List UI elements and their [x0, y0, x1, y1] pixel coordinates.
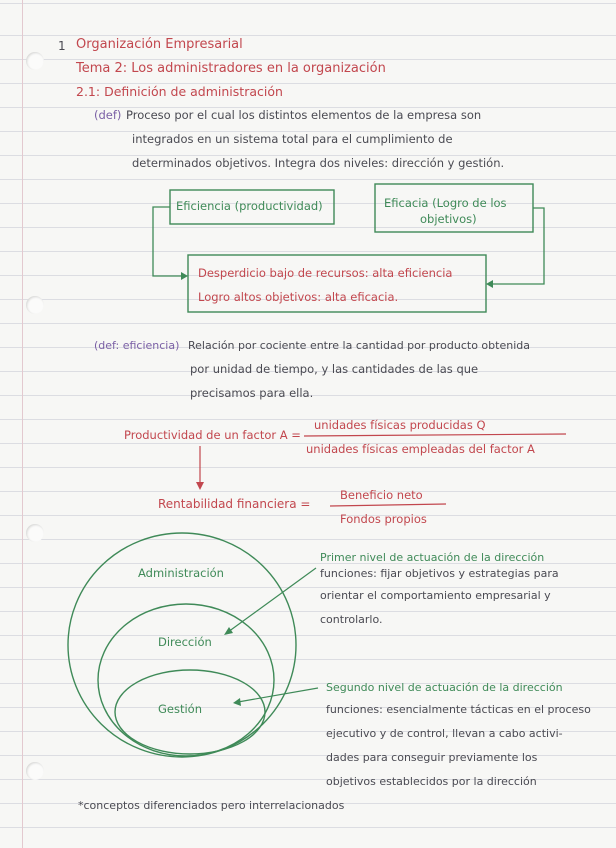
eficacia-label-line2: objetivos) [420, 212, 477, 226]
productividad-fraction-line [304, 434, 566, 436]
note-direccion-line3: orientar el comportamiento empresarial y [320, 589, 551, 602]
connector-right [488, 208, 544, 284]
def-admin-line1: Proceso por el cual los distintos elementos de la empresa son [126, 108, 482, 122]
footnote: *conceptos diferenciados pero interrelacionados [78, 799, 345, 812]
rentabilidad-fraction-line [330, 504, 446, 506]
productividad-denominator: unidades físicas empleadas del factor A [306, 442, 535, 456]
def-eficiencia-tag: (def: eficiencia) [94, 339, 180, 352]
arrow-direccion [228, 568, 316, 632]
productividad-numerator: unidades físicas producidas Q [314, 418, 486, 432]
productividad-label: Productividad de un factor A = [124, 428, 301, 442]
note-gestion-line4: dades para conseguir previamente los [326, 751, 538, 764]
arrow-gestion [238, 688, 318, 702]
rentabilidad-denominator: Fondos propios [340, 512, 427, 526]
note-gestion-line5: objetivos establecidos por la dirección [326, 775, 537, 788]
label-direccion: Dirección [158, 635, 212, 649]
note-gestion-line2: funciones: esencialmente tácticas en el proceso [326, 703, 591, 716]
arrow-direccion-head [224, 627, 233, 635]
rentabilidad-numerator: Beneficio neto [340, 488, 423, 502]
page-title: Organización Empresarial [76, 37, 243, 52]
arrow-gestion-head [233, 698, 241, 706]
note-gestion-line1: Segundo nivel de actuación de la dirección [326, 681, 563, 694]
connector-left-arrowhead [181, 272, 188, 280]
note-direccion-line1: Primer nivel de actuación de la dirección [320, 551, 545, 564]
title-number: 1 [58, 39, 66, 53]
rentabilidad-label: Rentabilidad financiera = [158, 497, 311, 511]
label-administracion: Administración [138, 566, 224, 580]
def-eficiencia-line2: por unidad de tiempo, y las cantidades de las que [190, 362, 479, 376]
note-gestion-line3: ejecutivo y de control, llevan a cabo activi- [326, 727, 563, 740]
label-gestion: Gestión [158, 702, 203, 716]
connector-right-arrowhead [486, 280, 493, 288]
def-admin-line3: determinados objetivos. Integra dos niveles: dirección y gestión. [132, 156, 505, 170]
eficacia-label-line1: Eficacia (Logro de los [384, 196, 507, 210]
def-eficiencia-line1: Relación por cociente entre la cantidad por producto obtenida [188, 339, 530, 352]
theme-title: Tema 2: Los administradores en la organización [76, 61, 386, 76]
result-line2: Logro altos objetivos: alta eficacia. [198, 290, 399, 304]
formula-arrowhead [196, 482, 204, 490]
result-line1: Desperdicio bajo de recursos: alta eficiencia [198, 266, 453, 280]
section-title: 2.1: Definición de administración [76, 84, 283, 99]
note-direccion-line2: funciones: fijar objetivos y estrategias para [320, 567, 559, 580]
def-tag: (def) [94, 108, 122, 122]
def-admin-line2: integrados en un sistema total para el cumplimiento de [132, 132, 453, 146]
eficiencia-label: Eficiencia (productividad) [176, 199, 323, 213]
note-direccion-line4: controlarlo. [320, 613, 383, 626]
def-eficiencia-line3: precisamos para ella. [190, 386, 314, 400]
